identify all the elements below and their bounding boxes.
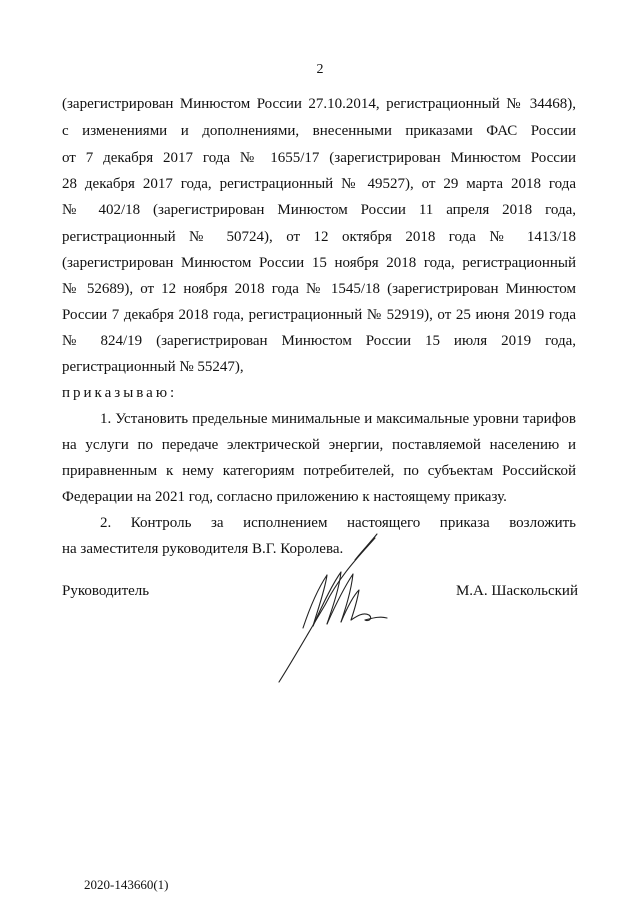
signature-name: М.А. Шаскольский [455, 583, 578, 599]
item2-line: 2. Контроль за исполнением настоящего приказа возложить [100, 515, 576, 531]
preamble-line: регистрационный № 50724), от 12 октября 2018 года № 1413/18 [62, 229, 576, 245]
preamble-line: регистрационный № 55247), [62, 359, 244, 375]
item1-line: на услуги по передаче электрической энергии, поставляемой населению и [62, 437, 576, 453]
item1-line: 1. Установить предельные минимальные и максимальные уровни тарифов [100, 411, 576, 427]
preamble-line: 28 декабря 2017 года, регистрационный № 49527), от 29 марта 2018 года [62, 176, 576, 192]
item1-line: приравненным к нему категориям потребителей, по субъектам Российской [62, 463, 576, 479]
item2-line: на заместителя руководителя В.Г. Королева. [62, 541, 344, 557]
document-id: 2020-143660(1) [84, 877, 169, 892]
page-number: 2 [316, 62, 324, 77]
item1-line: Федерации на 2021 год, согласно приложению к настоящему приказу. [62, 489, 507, 505]
preamble-line: № 52689), от 12 ноября 2018 года № 1545/18 (зарегистрирован Минюстом [62, 281, 576, 297]
order-word: приказываю: [62, 385, 178, 401]
preamble-line: (зарегистрирован Минюстом России 27.10.2014, регистрационный № 34468), [62, 96, 576, 112]
preamble-line: России 7 декабря 2018 года, регистрационный № 52919), от 25 июня 2019 года [62, 307, 576, 323]
signature-title: Руководитель [62, 583, 150, 599]
preamble-line: (зарегистрирован Минюстом России 15 ноября 2018 года, регистрационный [62, 255, 576, 271]
preamble-line: от 7 декабря 2017 года № 1655/17 (зарегистрирован Минюстом России [62, 150, 576, 166]
preamble-line: № 824/19 (зарегистрирован Минюстом России 15 июля 2019 года, [62, 333, 576, 349]
handwritten-signature [265, 520, 415, 690]
preamble-line: с изменениями и дополнениями, внесенными приказами ФАС России [62, 123, 576, 139]
preamble-line: № 402/18 (зарегистрирован Минюстом России 11 апреля 2018 года, [62, 202, 576, 218]
